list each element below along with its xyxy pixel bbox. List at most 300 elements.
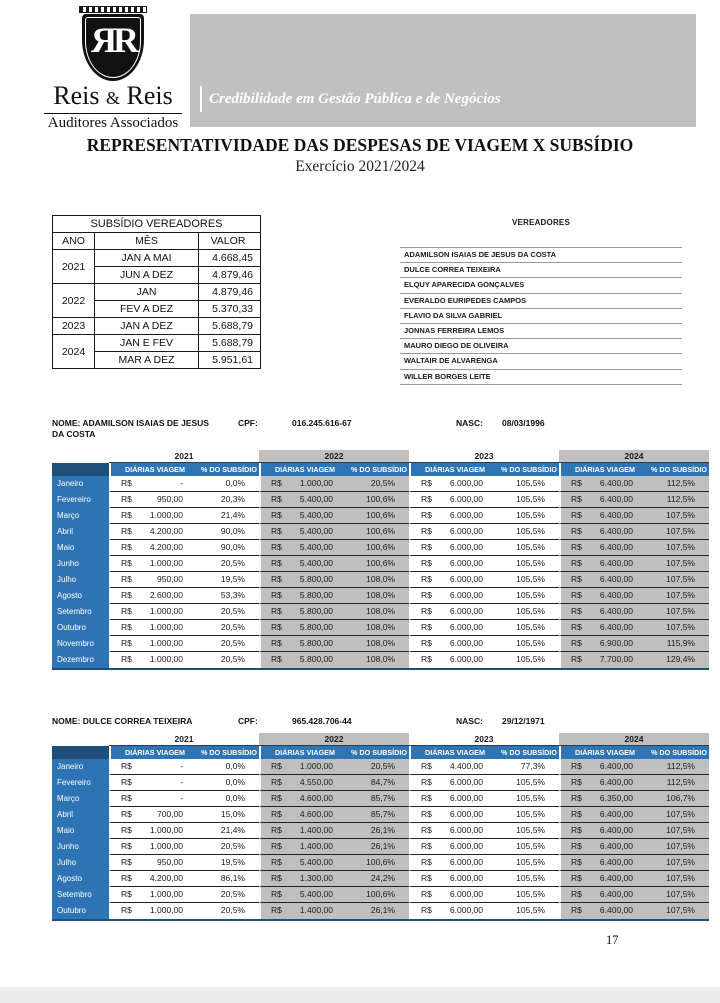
diarias-cell xyxy=(559,871,649,887)
nome-label: NOME: xyxy=(52,418,81,428)
diarias-value: 4.550,00 xyxy=(299,777,333,787)
currency-label: R$ xyxy=(271,761,282,771)
diarias-cell xyxy=(109,807,199,823)
cpf-value: 965.428.706-44 xyxy=(292,716,352,726)
percent-cell: 105,5% xyxy=(499,855,559,871)
currency-label: R$ xyxy=(121,574,132,584)
diarias-cell xyxy=(259,775,349,791)
diarias-value: - xyxy=(180,761,183,771)
percent-cell: 20,5% xyxy=(199,887,259,903)
diarias-cell xyxy=(259,492,349,508)
percent-cell: 77,3% xyxy=(499,759,559,775)
currency-label: R$ xyxy=(271,841,282,851)
diarias-cell xyxy=(559,887,649,903)
vereadores-title: VEREADORES xyxy=(511,218,570,227)
expenses-table-dulce xyxy=(52,733,709,921)
diarias-value: 6.000,00 xyxy=(449,889,483,899)
diarias-cell xyxy=(259,636,349,652)
diarias-value: 6.400,00 xyxy=(599,574,633,584)
shield-monogram-icon xyxy=(82,14,144,81)
diarias-value: 1.000,00 xyxy=(149,606,183,616)
col-header-valor: VALOR xyxy=(199,233,261,250)
currency-label: R$ xyxy=(421,793,432,803)
diarias-value: 1.000,00 xyxy=(299,478,333,488)
diarias-cell xyxy=(109,620,199,636)
currency-label: R$ xyxy=(421,606,432,616)
currency-label: R$ xyxy=(571,606,582,616)
diarias-viagem-header: DIÁRIAS VIAGEM xyxy=(259,463,349,476)
percent-cell: 107,5% xyxy=(649,604,709,620)
subsidio-valor-cell: 5.370,33 xyxy=(199,301,261,318)
diarias-cell xyxy=(259,807,349,823)
year-header-2024: 2024 xyxy=(559,733,709,746)
diarias-value: 5.800,00 xyxy=(299,622,333,632)
month-cell: Julho xyxy=(52,572,109,588)
month-cell: Fevereiro xyxy=(52,492,109,508)
diarias-value: 1.300,00 xyxy=(299,873,333,883)
person-name-text xyxy=(52,716,210,727)
percent-cell: 20,5% xyxy=(199,556,259,572)
currency-label: R$ xyxy=(121,905,132,915)
pct-subsidio-header: % DO SUBSÍDIO xyxy=(349,746,409,759)
diarias-value: 5.800,00 xyxy=(299,590,333,600)
currency-label: R$ xyxy=(121,857,132,867)
pct-subsidio-header: % DO SUBSÍDIO xyxy=(649,463,709,476)
currency-label: R$ xyxy=(271,622,282,632)
diarias-value: 7.700,00 xyxy=(599,654,633,664)
diarias-cell xyxy=(109,572,199,588)
diarias-viagem-header: DIÁRIAS VIAGEM xyxy=(409,463,499,476)
person-section-dulce xyxy=(52,716,709,921)
diarias-cell xyxy=(559,476,649,492)
nasc-label: NASC: xyxy=(456,418,483,428)
currency-label: R$ xyxy=(121,654,132,664)
diarias-value: 5.400,00 xyxy=(299,542,333,552)
diarias-cell xyxy=(559,508,649,524)
percent-cell: 21,4% xyxy=(199,508,259,524)
currency-label: R$ xyxy=(571,654,582,664)
percent-cell: 105,5% xyxy=(499,476,559,492)
company-tagline: Credibilidade em Gestão Pública e de Negócios xyxy=(200,86,501,112)
diarias-value: 6.400,00 xyxy=(599,590,633,600)
percent-cell: 86,1% xyxy=(199,871,259,887)
month-cell: Novembro xyxy=(52,636,109,652)
diarias-cell xyxy=(259,476,349,492)
subsidio-valor-cell: 5.951,61 xyxy=(199,352,261,369)
percent-cell: 20,5% xyxy=(349,759,409,775)
month-cell: Setembro xyxy=(52,604,109,620)
diarias-cell xyxy=(409,620,499,636)
diarias-cell xyxy=(109,604,199,620)
diarias-viagem-header: DIÁRIAS VIAGEM xyxy=(259,746,349,759)
subsidio-ano-cell: 2024 xyxy=(53,335,95,369)
diarias-value: 5.400,00 xyxy=(299,889,333,899)
diarias-value: - xyxy=(180,478,183,488)
diarias-value: 6.000,00 xyxy=(449,809,483,819)
percent-cell: 0,0% xyxy=(199,759,259,775)
percent-cell: 105,5% xyxy=(499,887,559,903)
percent-cell: 108,0% xyxy=(349,572,409,588)
currency-label: R$ xyxy=(421,542,432,552)
nome-value: DULCE CORREA TEIXEIRA xyxy=(82,716,193,726)
diarias-cell xyxy=(559,636,649,652)
percent-cell: 105,5% xyxy=(499,556,559,572)
currency-label: R$ xyxy=(271,809,282,819)
currency-label: R$ xyxy=(121,873,132,883)
subsidio-ano-cell: 2022 xyxy=(53,284,95,318)
currency-label: R$ xyxy=(421,558,432,568)
diarias-value: 1.400,00 xyxy=(299,825,333,835)
year-header-2021: 2021 xyxy=(109,733,259,746)
diarias-value: 4.400,00 xyxy=(449,761,483,771)
month-cell: Dezembro xyxy=(52,652,109,668)
currency-label: R$ xyxy=(271,558,282,568)
currency-label: R$ xyxy=(571,873,582,883)
percent-cell: 105,5% xyxy=(499,572,559,588)
percent-cell: 100,6% xyxy=(349,855,409,871)
diarias-cell xyxy=(109,775,199,791)
percent-cell: 21,4% xyxy=(199,823,259,839)
currency-label: R$ xyxy=(271,606,282,616)
currency-label: R$ xyxy=(421,638,432,648)
diarias-cell xyxy=(409,887,499,903)
year-header-2023: 2023 xyxy=(409,450,559,463)
percent-cell: 105,5% xyxy=(499,604,559,620)
diarias-cell xyxy=(109,839,199,855)
diarias-cell xyxy=(409,508,499,524)
diarias-value: 6.400,00 xyxy=(599,777,633,787)
percent-cell: 108,0% xyxy=(349,588,409,604)
percent-cell: 100,6% xyxy=(349,540,409,556)
currency-label: R$ xyxy=(421,889,432,899)
percent-cell: 84,7% xyxy=(349,775,409,791)
diarias-cell xyxy=(409,572,499,588)
currency-label: R$ xyxy=(121,889,132,899)
percent-cell: 19,5% xyxy=(199,855,259,871)
currency-label: R$ xyxy=(121,777,132,787)
diarias-value: 6.400,00 xyxy=(599,478,633,488)
diarias-value: 700,00 xyxy=(157,809,183,819)
percent-cell: 129,4% xyxy=(649,652,709,668)
currency-label: R$ xyxy=(121,841,132,851)
diarias-value: 5.800,00 xyxy=(299,574,333,584)
currency-label: R$ xyxy=(571,542,582,552)
diarias-cell xyxy=(259,759,349,775)
diarias-value: 6.000,00 xyxy=(449,793,483,803)
subsidio-mes-cell: JAN xyxy=(95,284,199,301)
year-header-2022: 2022 xyxy=(259,733,409,746)
percent-cell: 107,5% xyxy=(649,903,709,919)
diarias-cell xyxy=(409,791,499,807)
diarias-value: 6.000,00 xyxy=(449,494,483,504)
month-cell: Junho xyxy=(52,556,109,572)
percent-cell: 20,5% xyxy=(349,476,409,492)
percent-cell: 105,5% xyxy=(499,903,559,919)
diarias-value: 6.000,00 xyxy=(449,777,483,787)
percent-cell: 108,0% xyxy=(349,636,409,652)
diarias-cell xyxy=(259,887,349,903)
currency-label: R$ xyxy=(271,654,282,664)
percent-cell: 106,7% xyxy=(649,791,709,807)
diarias-value: 6.000,00 xyxy=(449,841,483,851)
vereador-list-item: EVERALDO EURIPEDES CAMPOS xyxy=(400,294,682,309)
diarias-cell xyxy=(409,524,499,540)
year-row-corner xyxy=(52,450,109,463)
diarias-value: 6.400,00 xyxy=(599,905,633,915)
company-subtitle: Auditores Associados xyxy=(47,115,179,131)
page-edge xyxy=(0,987,720,1003)
subsidio-data-row xyxy=(53,284,261,301)
month-cell: Janeiro xyxy=(52,759,109,775)
currency-label: R$ xyxy=(121,510,132,520)
percent-cell: 105,5% xyxy=(499,620,559,636)
diarias-value: 4.200,00 xyxy=(149,542,183,552)
currency-label: R$ xyxy=(121,478,132,488)
currency-label: R$ xyxy=(571,494,582,504)
diarias-value: 6.000,00 xyxy=(449,905,483,915)
currency-label: R$ xyxy=(121,809,132,819)
subsidio-data-row xyxy=(53,335,261,352)
company-name-left: Reis xyxy=(53,81,100,110)
diarias-value: 1.400,00 xyxy=(299,905,333,915)
currency-label: R$ xyxy=(121,494,132,504)
month-cell: Maio xyxy=(52,823,109,839)
diarias-cell xyxy=(259,855,349,871)
diarias-value: 4.600,00 xyxy=(299,809,333,819)
diarias-value: 6.000,00 xyxy=(449,478,483,488)
pct-subsidio-header: % DO SUBSÍDIO xyxy=(199,746,259,759)
month-cell: Março xyxy=(52,791,109,807)
diarias-value: 950,00 xyxy=(157,574,183,584)
currency-label: R$ xyxy=(271,889,282,899)
currency-label: R$ xyxy=(421,478,432,488)
percent-cell: 26,1% xyxy=(349,903,409,919)
currency-label: R$ xyxy=(271,857,282,867)
diarias-value: 1.000,00 xyxy=(299,761,333,771)
currency-label: R$ xyxy=(571,793,582,803)
diarias-cell xyxy=(259,652,349,668)
percent-cell: 0,0% xyxy=(199,775,259,791)
percent-cell: 107,5% xyxy=(649,871,709,887)
diarias-value: 950,00 xyxy=(157,857,183,867)
percent-cell: 26,1% xyxy=(349,823,409,839)
percent-cell: 0,0% xyxy=(199,476,259,492)
month-cell: Março xyxy=(52,508,109,524)
diarias-cell xyxy=(409,636,499,652)
currency-label: R$ xyxy=(571,841,582,851)
subsidio-table xyxy=(52,215,261,369)
diarias-value: 5.400,00 xyxy=(299,510,333,520)
diarias-value: 6.000,00 xyxy=(449,857,483,867)
pct-subsidio-header: % DO SUBSÍDIO xyxy=(649,746,709,759)
diarias-value: 1.400,00 xyxy=(299,841,333,851)
vereador-list-item: FLAVIO DA SILVA GABRIEL xyxy=(400,309,682,324)
diarias-viagem-header: DIÁRIAS VIAGEM xyxy=(559,746,649,759)
diarias-cell xyxy=(409,839,499,855)
currency-label: R$ xyxy=(121,590,132,600)
diarias-cell xyxy=(259,588,349,604)
diarias-cell xyxy=(409,604,499,620)
diarias-value: 6.400,00 xyxy=(599,510,633,520)
percent-cell: 20,5% xyxy=(199,604,259,620)
header-row-corner xyxy=(52,746,109,759)
logo-crenellation-icon xyxy=(79,6,147,13)
month-cell: Fevereiro xyxy=(52,775,109,791)
diarias-cell xyxy=(409,588,499,604)
percent-cell: 107,5% xyxy=(649,823,709,839)
month-cell: Janeiro xyxy=(52,476,109,492)
cpf-label: CPF: xyxy=(238,716,258,726)
percent-cell: 107,5% xyxy=(649,508,709,524)
percent-cell: 53,3% xyxy=(199,588,259,604)
month-cell: Abril xyxy=(52,807,109,823)
year-header-2022: 2022 xyxy=(259,450,409,463)
diarias-value: 6.000,00 xyxy=(449,510,483,520)
currency-label: R$ xyxy=(121,793,132,803)
currency-label: R$ xyxy=(121,606,132,616)
subsidio-mes-cell: JAN A DEZ xyxy=(95,318,199,335)
percent-cell: 105,5% xyxy=(499,871,559,887)
diarias-cell xyxy=(259,839,349,855)
diarias-value: 6.000,00 xyxy=(449,606,483,616)
diarias-viagem-header: DIÁRIAS VIAGEM xyxy=(559,463,649,476)
diarias-value: 6.000,00 xyxy=(449,638,483,648)
percent-cell: 105,5% xyxy=(499,492,559,508)
percent-cell: 105,5% xyxy=(499,652,559,668)
diarias-value: 6.000,00 xyxy=(449,622,483,632)
year-row-corner xyxy=(52,733,109,746)
nasc-value: 29/12/1971 xyxy=(502,716,545,726)
percent-cell: 115,9% xyxy=(649,636,709,652)
percent-cell: 112,5% xyxy=(649,476,709,492)
percent-cell: 107,5% xyxy=(649,588,709,604)
currency-label: R$ xyxy=(421,857,432,867)
percent-cell: 100,6% xyxy=(349,508,409,524)
person-name-text xyxy=(52,418,210,440)
percent-cell: 0,0% xyxy=(199,791,259,807)
diarias-cell xyxy=(109,588,199,604)
currency-label: R$ xyxy=(571,905,582,915)
diarias-viagem-header: DIÁRIAS VIAGEM xyxy=(109,746,199,759)
diarias-cell xyxy=(409,540,499,556)
year-header-2023: 2023 xyxy=(409,733,559,746)
vereador-list-item: ELQUY APARECIDA GONÇALVES xyxy=(400,278,682,293)
diarias-cell xyxy=(559,775,649,791)
diarias-value: 6.400,00 xyxy=(599,889,633,899)
percent-cell: 105,5% xyxy=(499,540,559,556)
subsidio-header-row xyxy=(53,233,261,250)
currency-label: R$ xyxy=(571,574,582,584)
currency-label: R$ xyxy=(121,542,132,552)
diarias-value: 1.000,00 xyxy=(149,622,183,632)
subsidio-mes-cell: JUN A DEZ xyxy=(95,267,199,284)
currency-label: R$ xyxy=(271,542,282,552)
diarias-cell xyxy=(409,775,499,791)
page-title: REPRESENTATIVIDADE DAS DESPESAS DE VIAGEM X SUBSÍDIO xyxy=(86,135,634,155)
percent-cell: 105,5% xyxy=(499,839,559,855)
subsidio-valor-cell: 5.688,79 xyxy=(199,318,261,335)
percent-cell: 108,0% xyxy=(349,604,409,620)
subsidio-ano-cell: 2021 xyxy=(53,250,95,284)
diarias-cell xyxy=(259,604,349,620)
currency-label: R$ xyxy=(571,825,582,835)
currency-label: R$ xyxy=(271,574,282,584)
subsidio-table-body xyxy=(53,216,261,369)
month-cell: Junho xyxy=(52,839,109,855)
diarias-cell xyxy=(259,903,349,919)
percent-cell: 100,6% xyxy=(349,887,409,903)
diarias-value: 6.400,00 xyxy=(599,841,633,851)
diarias-value: 6.000,00 xyxy=(449,526,483,536)
diarias-cell xyxy=(109,887,199,903)
percent-cell: 108,0% xyxy=(349,620,409,636)
diarias-cell xyxy=(559,791,649,807)
diarias-value: 1.000,00 xyxy=(149,558,183,568)
percent-cell: 105,5% xyxy=(499,636,559,652)
diarias-value: 950,00 xyxy=(157,494,183,504)
vereador-list-item: ADAMILSON ISAIAS DE JESUS DA COSTA xyxy=(400,247,682,263)
currency-label: R$ xyxy=(421,494,432,504)
diarias-cell xyxy=(559,588,649,604)
diarias-cell xyxy=(559,759,649,775)
percent-cell: 107,5% xyxy=(649,887,709,903)
header-row-corner xyxy=(52,463,109,476)
currency-label: R$ xyxy=(271,873,282,883)
currency-label: R$ xyxy=(121,558,132,568)
diarias-cell xyxy=(409,492,499,508)
diarias-value: - xyxy=(180,777,183,787)
percent-cell: 20,3% xyxy=(199,492,259,508)
currency-label: R$ xyxy=(421,654,432,664)
percent-cell: 105,5% xyxy=(499,508,559,524)
percent-cell: 107,5% xyxy=(649,807,709,823)
company-logo xyxy=(44,6,182,132)
percent-cell: 20,5% xyxy=(199,903,259,919)
pct-subsidio-header: % DO SUBSÍDIO xyxy=(199,463,259,476)
diarias-value: 6.000,00 xyxy=(449,542,483,552)
diarias-cell xyxy=(559,492,649,508)
currency-label: R$ xyxy=(421,873,432,883)
diarias-value: 6.000,00 xyxy=(449,654,483,664)
currency-label: R$ xyxy=(571,558,582,568)
vereador-list-item: DULCE CORREA TEIXEIRA xyxy=(400,263,682,278)
percent-cell: 90,0% xyxy=(199,540,259,556)
diarias-cell xyxy=(109,791,199,807)
percent-cell: 20,5% xyxy=(199,652,259,668)
pct-subsidio-header: % DO SUBSÍDIO xyxy=(499,463,559,476)
diarias-value: 5.400,00 xyxy=(299,558,333,568)
header-banner xyxy=(190,14,696,127)
currency-label: R$ xyxy=(421,590,432,600)
percent-cell: 107,5% xyxy=(649,572,709,588)
subsidio-mes-cell: JAN A MAI xyxy=(95,250,199,267)
currency-label: R$ xyxy=(271,825,282,835)
percent-cell: 105,5% xyxy=(499,807,559,823)
diarias-cell xyxy=(409,807,499,823)
currency-label: R$ xyxy=(571,622,582,632)
diarias-cell xyxy=(409,476,499,492)
diarias-value: 5.800,00 xyxy=(299,638,333,648)
subsidio-mes-cell: MAR A DEZ xyxy=(95,352,199,369)
diarias-value: 6.400,00 xyxy=(599,622,633,632)
diarias-value: 4.200,00 xyxy=(149,873,183,883)
diarias-value: 6.000,00 xyxy=(449,558,483,568)
currency-label: R$ xyxy=(271,638,282,648)
diarias-value: 6.000,00 xyxy=(449,590,483,600)
nasc-label: NASC: xyxy=(456,716,483,726)
currency-label: R$ xyxy=(571,857,582,867)
diarias-viagem-header: DIÁRIAS VIAGEM xyxy=(409,746,499,759)
